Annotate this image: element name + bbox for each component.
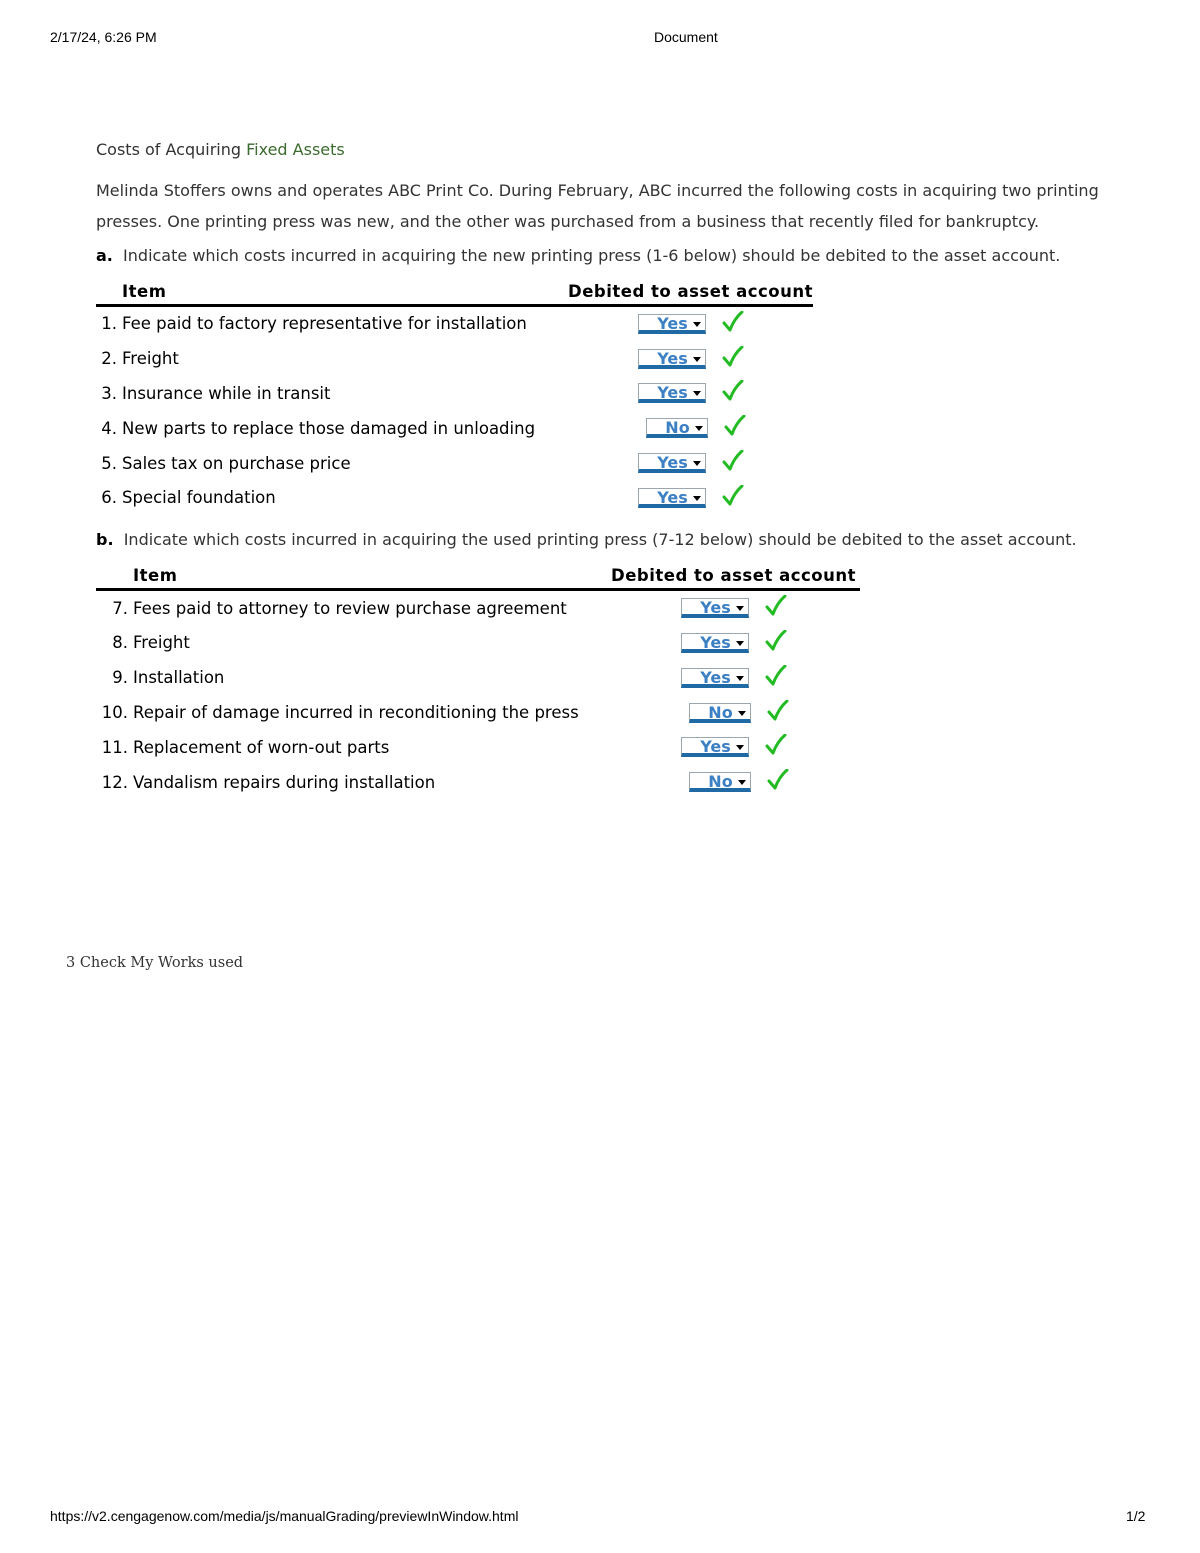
item-number: 8. [112, 633, 128, 653]
table-row [96, 411, 813, 446]
dropdown-arrow-icon [736, 745, 744, 750]
question-title: Costs of Acquiring Fixed Assets [96, 140, 345, 159]
table-row [96, 480, 813, 515]
table-row [96, 446, 813, 481]
table-new-press [96, 278, 813, 516]
answer-cell [568, 480, 813, 515]
table-row [96, 305, 813, 341]
dropdown-arrow-icon [693, 357, 701, 362]
checkmark-icon [722, 380, 744, 406]
item-label: Fee paid to factory representative for installation [122, 314, 527, 334]
answer-cell [568, 376, 813, 411]
dropdown-arrow-icon [738, 711, 746, 716]
table-row [96, 660, 860, 695]
answer-cell [568, 446, 813, 481]
question-content [96, 138, 1136, 800]
question-intro: Melinda Stoffers owns and operates ABC Print Co. During February, ABC incurred the following costs in acquiring two printing presses. One printing press was new, and the other was purchased from a business that recently filed for bankruptcy. [96, 181, 1099, 231]
item-label: Fees paid to attorney to review purchase agreement [133, 598, 567, 618]
col-debited-header: Debited to asset account [607, 562, 860, 590]
answer-select[interactable]: Yes [638, 383, 706, 403]
item-label: Installation [133, 668, 225, 688]
item-label: Repair of damage incurred in reconditioning the press [133, 703, 579, 723]
item-number: 3. [101, 383, 117, 403]
answer-cell [568, 341, 813, 376]
answer-select[interactable]: No [646, 418, 708, 438]
answer-select[interactable]: No [689, 772, 751, 792]
check-my-works-count: 3 Check My Works used [66, 955, 244, 971]
answer-select[interactable]: No [689, 703, 751, 723]
item-number: 4. [101, 418, 117, 438]
dropdown-arrow-icon [695, 426, 703, 431]
item-label: Freight [133, 633, 190, 653]
item-label: Insurance while in transit [122, 383, 331, 403]
checkmark-icon [765, 665, 787, 691]
answer-select[interactable]: Yes [638, 314, 706, 334]
item-label: Replacement of worn-out parts [133, 737, 390, 757]
item-number: 6. [101, 488, 117, 508]
answer-cell [607, 626, 860, 661]
answer-cell [607, 765, 860, 800]
answer-cell [607, 695, 860, 730]
item-number: 12. [101, 772, 128, 792]
col-item-header: Item [133, 562, 607, 590]
answer-select[interactable]: Yes [681, 668, 749, 688]
answer-cell [607, 589, 860, 625]
col-debited-header: Debited to asset account [568, 278, 813, 306]
print-title: Document [654, 29, 718, 45]
item-number: 5. [101, 453, 117, 473]
item-label: Sales tax on purchase price [122, 453, 351, 473]
checkmark-icon [765, 734, 787, 760]
dropdown-arrow-icon [693, 461, 701, 466]
table-used-press [96, 562, 860, 800]
table-row [96, 589, 860, 625]
dropdown-arrow-icon [736, 676, 744, 681]
print-datetime: 2/17/24, 6:26 PM [50, 29, 157, 45]
item-number: 1. [101, 314, 117, 334]
answer-select[interactable]: Yes [681, 633, 749, 653]
table-row [96, 341, 813, 376]
item-label: Special foundation [122, 488, 276, 508]
item-label: Vandalism repairs during installation [133, 772, 436, 792]
answer-select[interactable]: Yes [681, 737, 749, 757]
dropdown-arrow-icon [736, 641, 744, 646]
item-number: 11. [101, 737, 128, 757]
answer-cell [607, 730, 860, 765]
part-a-instruction: a. Indicate which costs incurred in acquiring the new printing press (1-6 below) should be debited to the asset account. [96, 246, 1061, 265]
dropdown-arrow-icon [693, 496, 701, 501]
checkmark-icon [722, 450, 744, 476]
item-label: Freight [122, 349, 179, 369]
dropdown-arrow-icon [693, 391, 701, 396]
page-url: https://v2.cengagenow.com/media/js/manualGrading/previewInWindow.html [50, 1508, 519, 1524]
dropdown-arrow-icon [693, 322, 701, 327]
table-row [96, 376, 813, 411]
answer-cell [568, 305, 813, 341]
dropdown-arrow-icon [738, 780, 746, 785]
checkmark-icon [765, 595, 787, 621]
part-b-instruction: b. Indicate which costs incurred in acquiring the used printing press (7-12 below) should be debited to the asset account. [96, 530, 1077, 550]
checkmark-icon [724, 415, 746, 441]
answer-cell [568, 411, 813, 446]
dropdown-arrow-icon [736, 606, 744, 611]
item-number: 10. [101, 703, 128, 723]
answer-select[interactable]: Yes [638, 453, 706, 473]
table-row [96, 730, 860, 765]
item-number: 9. [112, 668, 128, 688]
item-label: New parts to replace those damaged in unloading [122, 418, 536, 438]
checkmark-icon [722, 311, 744, 337]
checkmark-icon [767, 769, 789, 795]
checkmark-icon [767, 700, 789, 726]
table-row [96, 695, 860, 730]
checkmark-icon [765, 630, 787, 656]
checkmark-icon [722, 485, 744, 511]
checkmark-icon [722, 346, 744, 372]
item-number: 2. [101, 349, 117, 369]
table-row [96, 765, 860, 800]
table-row [96, 626, 860, 661]
item-number: 7. [112, 598, 128, 618]
answer-select[interactable]: Yes [638, 349, 706, 369]
answer-select[interactable]: Yes [681, 598, 749, 618]
answer-select[interactable]: Yes [638, 488, 706, 508]
page-number: 1/2 [1126, 1508, 1146, 1524]
col-item-header: Item [122, 278, 568, 306]
answer-cell [607, 660, 860, 695]
